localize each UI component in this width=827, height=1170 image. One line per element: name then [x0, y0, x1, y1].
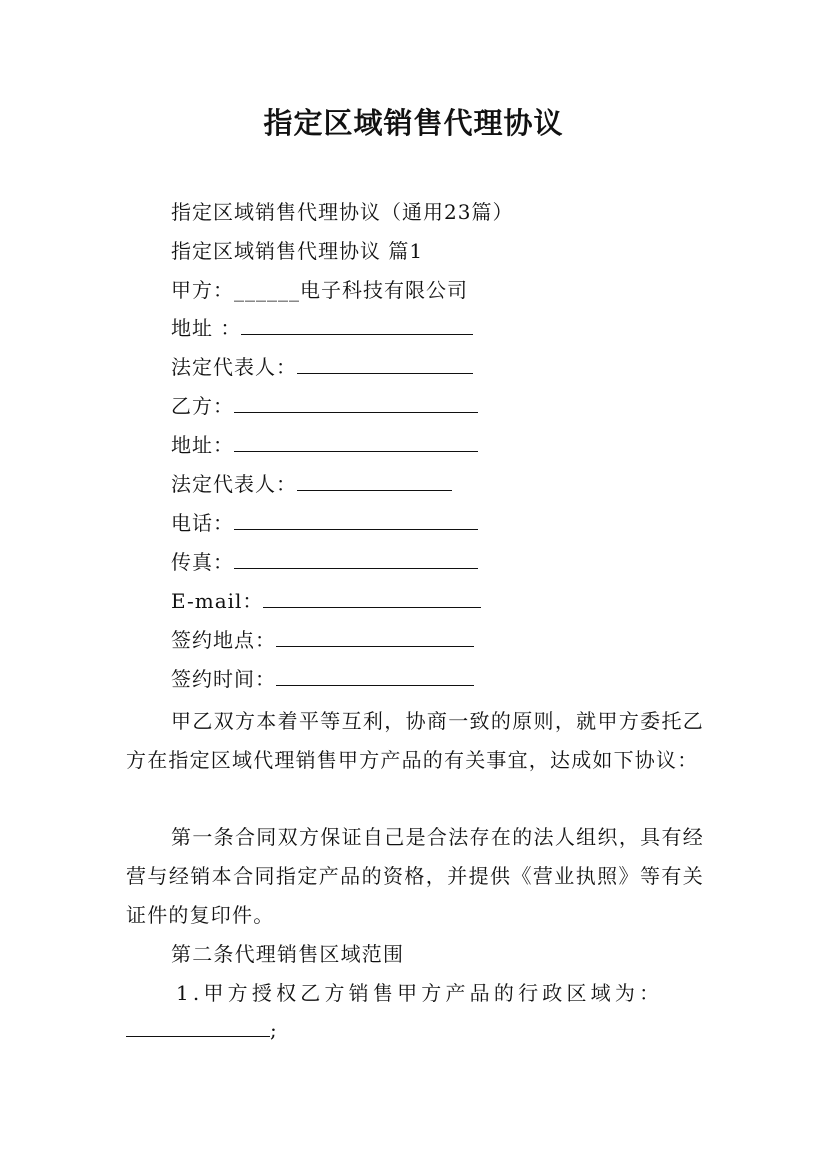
fill-blank	[234, 433, 478, 452]
clause-1-ending: ;	[270, 1018, 278, 1042]
field-label: 乙方：	[171, 394, 234, 418]
field-label: 签约时间：	[171, 667, 276, 691]
document-subtitle: 指定区域销售代理协议（通用23篇）	[171, 200, 514, 224]
intro-paragraph: 甲乙双方本着平等互利，协商一致的原则，就甲方委托乙方在指定区域代理销售甲方产品的有关事宜，达成如下协议：	[126, 709, 704, 772]
signing-place-line	[171, 626, 474, 654]
fill-blank	[297, 355, 473, 374]
article-2-heading: 第二条代理销售区域范围	[171, 942, 405, 966]
phone-line	[171, 509, 478, 537]
fill-blank	[234, 550, 478, 569]
fill-blank	[276, 628, 474, 647]
fill-blank	[263, 589, 481, 608]
address-a-line	[171, 314, 473, 342]
document-title: 指定区域销售代理协议	[263, 106, 564, 140]
field-label: 传真：	[171, 550, 234, 574]
signing-time-line	[171, 665, 474, 693]
fill-blank	[241, 316, 473, 335]
address-b-line	[171, 431, 478, 459]
legal-rep-b-line	[171, 470, 452, 498]
fill-blank	[276, 667, 474, 686]
field-label: E-mail：	[171, 589, 264, 613]
field-label: 法定代表人：	[171, 472, 297, 496]
party-b-line	[171, 392, 478, 420]
party-a-label: 甲方：	[171, 278, 234, 302]
article-1-paragraph: 第一条合同双方保证自己是合法存在的法人组织，具有经营与经销本合同指定产品的资格，并提供《营业执照》等有关证件的复印件。	[126, 825, 704, 927]
field-label: 电话：	[171, 511, 234, 535]
fill-blank	[297, 472, 452, 491]
field-label: 签约地点：	[171, 628, 276, 652]
party-a-blank: ______	[234, 278, 300, 302]
field-label: 法定代表人：	[171, 355, 297, 379]
clause-1-blank-line	[126, 1016, 278, 1044]
fax-line	[171, 548, 478, 576]
fill-blank	[126, 1018, 270, 1037]
clause-1: 1.甲方授权乙方销售甲方产品的行政区域为：	[176, 981, 664, 1005]
email-line	[171, 587, 481, 615]
party-a-line	[171, 276, 468, 304]
fill-blank	[234, 394, 478, 413]
legal-rep-a-line	[171, 353, 473, 381]
field-label: 地址 ：	[171, 316, 242, 340]
fill-blank	[234, 511, 478, 530]
party-a-company: 电子科技有限公司	[300, 278, 468, 302]
field-label: 地址：	[171, 433, 234, 457]
section-heading: 指定区域销售代理协议 篇1	[171, 239, 424, 263]
